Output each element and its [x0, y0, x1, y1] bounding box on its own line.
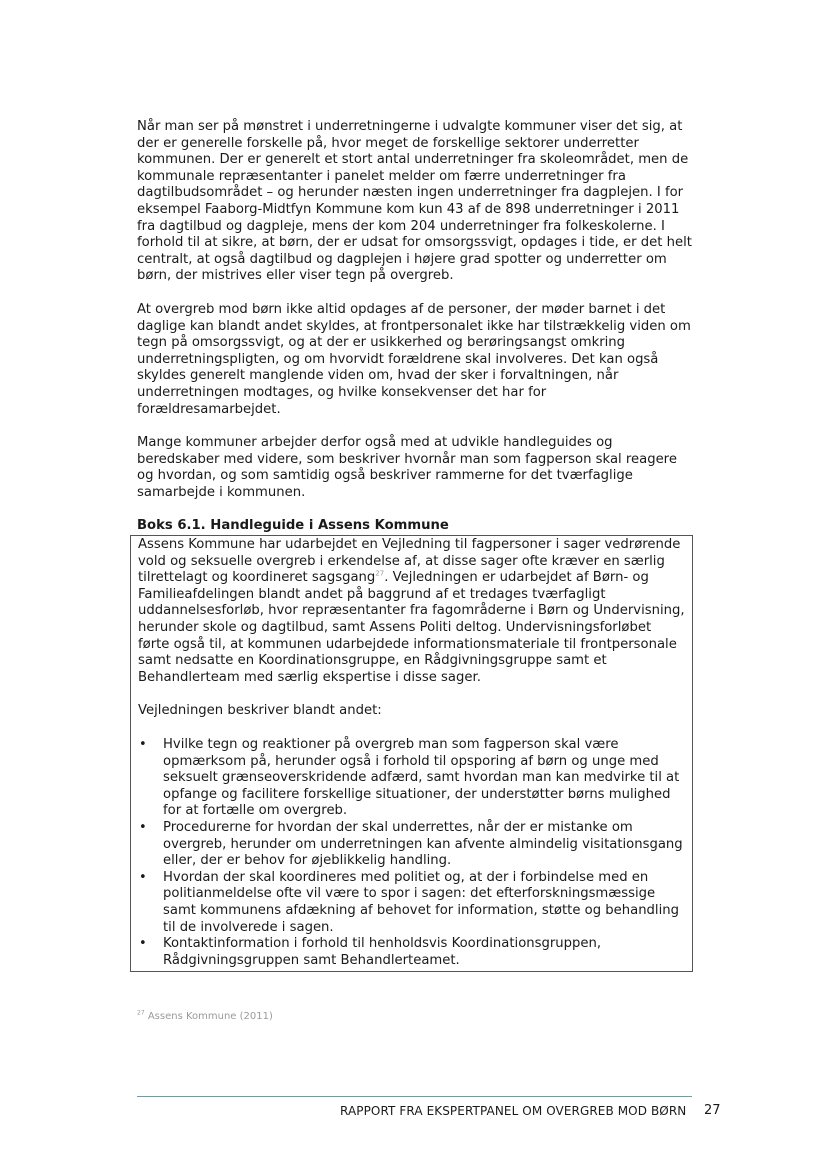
bullet-icon: • — [139, 869, 147, 885]
box-intro-text: Assens Kommune har udarbejdet en Vejledning til fagpersoner i sager vedrørende vold og seksuelle overgreb i erkendelse af, at disse sager ofte kræver en særlig tilrettelagt og koordineret sagsgang — [138, 537, 681, 586]
box-intro-text-cont: . Vejledningen er udarbejdet af Børn- og Familieafdelingen blandt andet på baggrund af et tredages tværfagligt uddannelsesforløb, hvor repræsentanter fra fagområderne i Børn og Undervisning, herunder skole og dagtilbud, samt Assens Politi deltog. Undervisningsforløbet førte også til, at kommunen udarbejdede informationsmateriale til frontpersonale samt nedsatte en Koordinationsgruppe, en Rådgivningsgruppe samt et Behandlerteam med særlig ekspertise i disse sager. — [138, 570, 685, 685]
list-item — [138, 737, 686, 820]
footnote-number: 27 — [137, 1009, 145, 1017]
bullet-icon: • — [139, 737, 147, 752]
main-content — [137, 119, 693, 972]
box-bullet-list — [138, 737, 686, 969]
list-item — [138, 870, 686, 936]
box-intro — [138, 537, 686, 686]
list-item-text: Kontaktinformation i forhold til henholdsvis Koordinationsgruppen, Rådgivningsgruppen samt Behandlerteamet. — [163, 936, 602, 968]
bullet-icon: • — [139, 936, 147, 952]
page-number: 27 — [704, 1103, 721, 1118]
list-item-text: Hvordan der skal koordineres med politiet og, at der i forbindelse med en politianmeldelse ofte vil være to spor i sagen: det efterforskningsmæssige samt kommunens afdækning af behovet for information, støtte og behandling til de involverede i sagen. — [163, 869, 679, 935]
handleguide-box — [130, 535, 693, 972]
box-lead: Vejledningen beskriver blandt andet: — [138, 703, 382, 719]
list-item — [138, 936, 686, 969]
bullet-icon: • — [139, 819, 147, 835]
paragraph-2: At overgreb mod børn ikke altid opdages af de personer, der møder barnet i det daglige kan blandt andet skyldes, at frontpersonalet ikke har tilstrækkelig viden om tegn på omsorgssvigt, og at der er usikkerhed og berøringsangst omkring underretningspligten, og om hvorvidt forældrene skal involveres. Det kan også skyldes generelt manglende viden om, hvad der sker i forvaltningen, når underretningen modtages, og hvilke konsekvenser det har for forældresamarbejdet. — [137, 301, 691, 417]
footnote-reference[interactable]: 27 — [375, 569, 385, 578]
footnote — [137, 1011, 273, 1022]
paragraph-3: Mange kommuner arbejder derfor også med at udvikle handleguides og beredskaber med videre, som beskriver hvornår man som fagperson skal reagere og hvordan, og som samtidig også beskriver rammerne for det tværfaglige samarbejde i kommunen. — [137, 435, 677, 500]
footnote-text: Assens Kommune (2011) — [147, 1011, 273, 1022]
footer-rule — [137, 1096, 692, 1097]
list-item — [138, 820, 686, 870]
box-title: Boks 6.1. Handleguide i Assens Kommune — [137, 518, 449, 534]
paragraph-1: Når man ser på mønstret i underretningerne i udvalgte kommuner viser det sig, at der er generelle forskelle på, hvor meget de forskellige sektorer underretter kommunen. Der er generelt et stort antal underretninger fra skoleområdet, men de kommunale repræsentanter i panelet melder om færre underretninger fra dagtilbudsområdet – og herunder næsten ingen underretninger fra dagplejen. I for eksempel Faaborg-Midtfyn Kommune kom kun 43 af de 898 underretninger i 2011 fra dagtilbud og dagpleje, mens der kom 204 underretninger fra folkeskolerne. I forhold til at sikre, at børn, der er udsat for omsorgssvigt, opdages i tide, er det helt centralt, at også dagtilbud og dagplejen i højere grad spotter og underretter om børn, der mistrives eller viser tegn på overgreb. — [137, 119, 692, 284]
running-title: RAPPORT FRA EKSPERTPANEL OM OVERGREB MOD BØRN — [340, 1104, 687, 1118]
list-item-text: Procedurerne for hvordan der skal underrettes, når der er mistanke om overgreb, herunder om underretningen kan afvente almindelig visitationsgang eller, der er behov for øjeblikkelig handling. — [163, 819, 683, 869]
list-item-text: Hvilke tegn og reaktioner på overgreb man som fagperson skal være opmærksom på, herunder også i forhold til opsporing af børn og unge med seksuelt grænseoverskridende adfærd, samt hvordan man kan medvirke til at opfange og facilitere forskellige situationer, der understøtter børns mulighed for at fortælle om overgreb. — [163, 737, 680, 819]
